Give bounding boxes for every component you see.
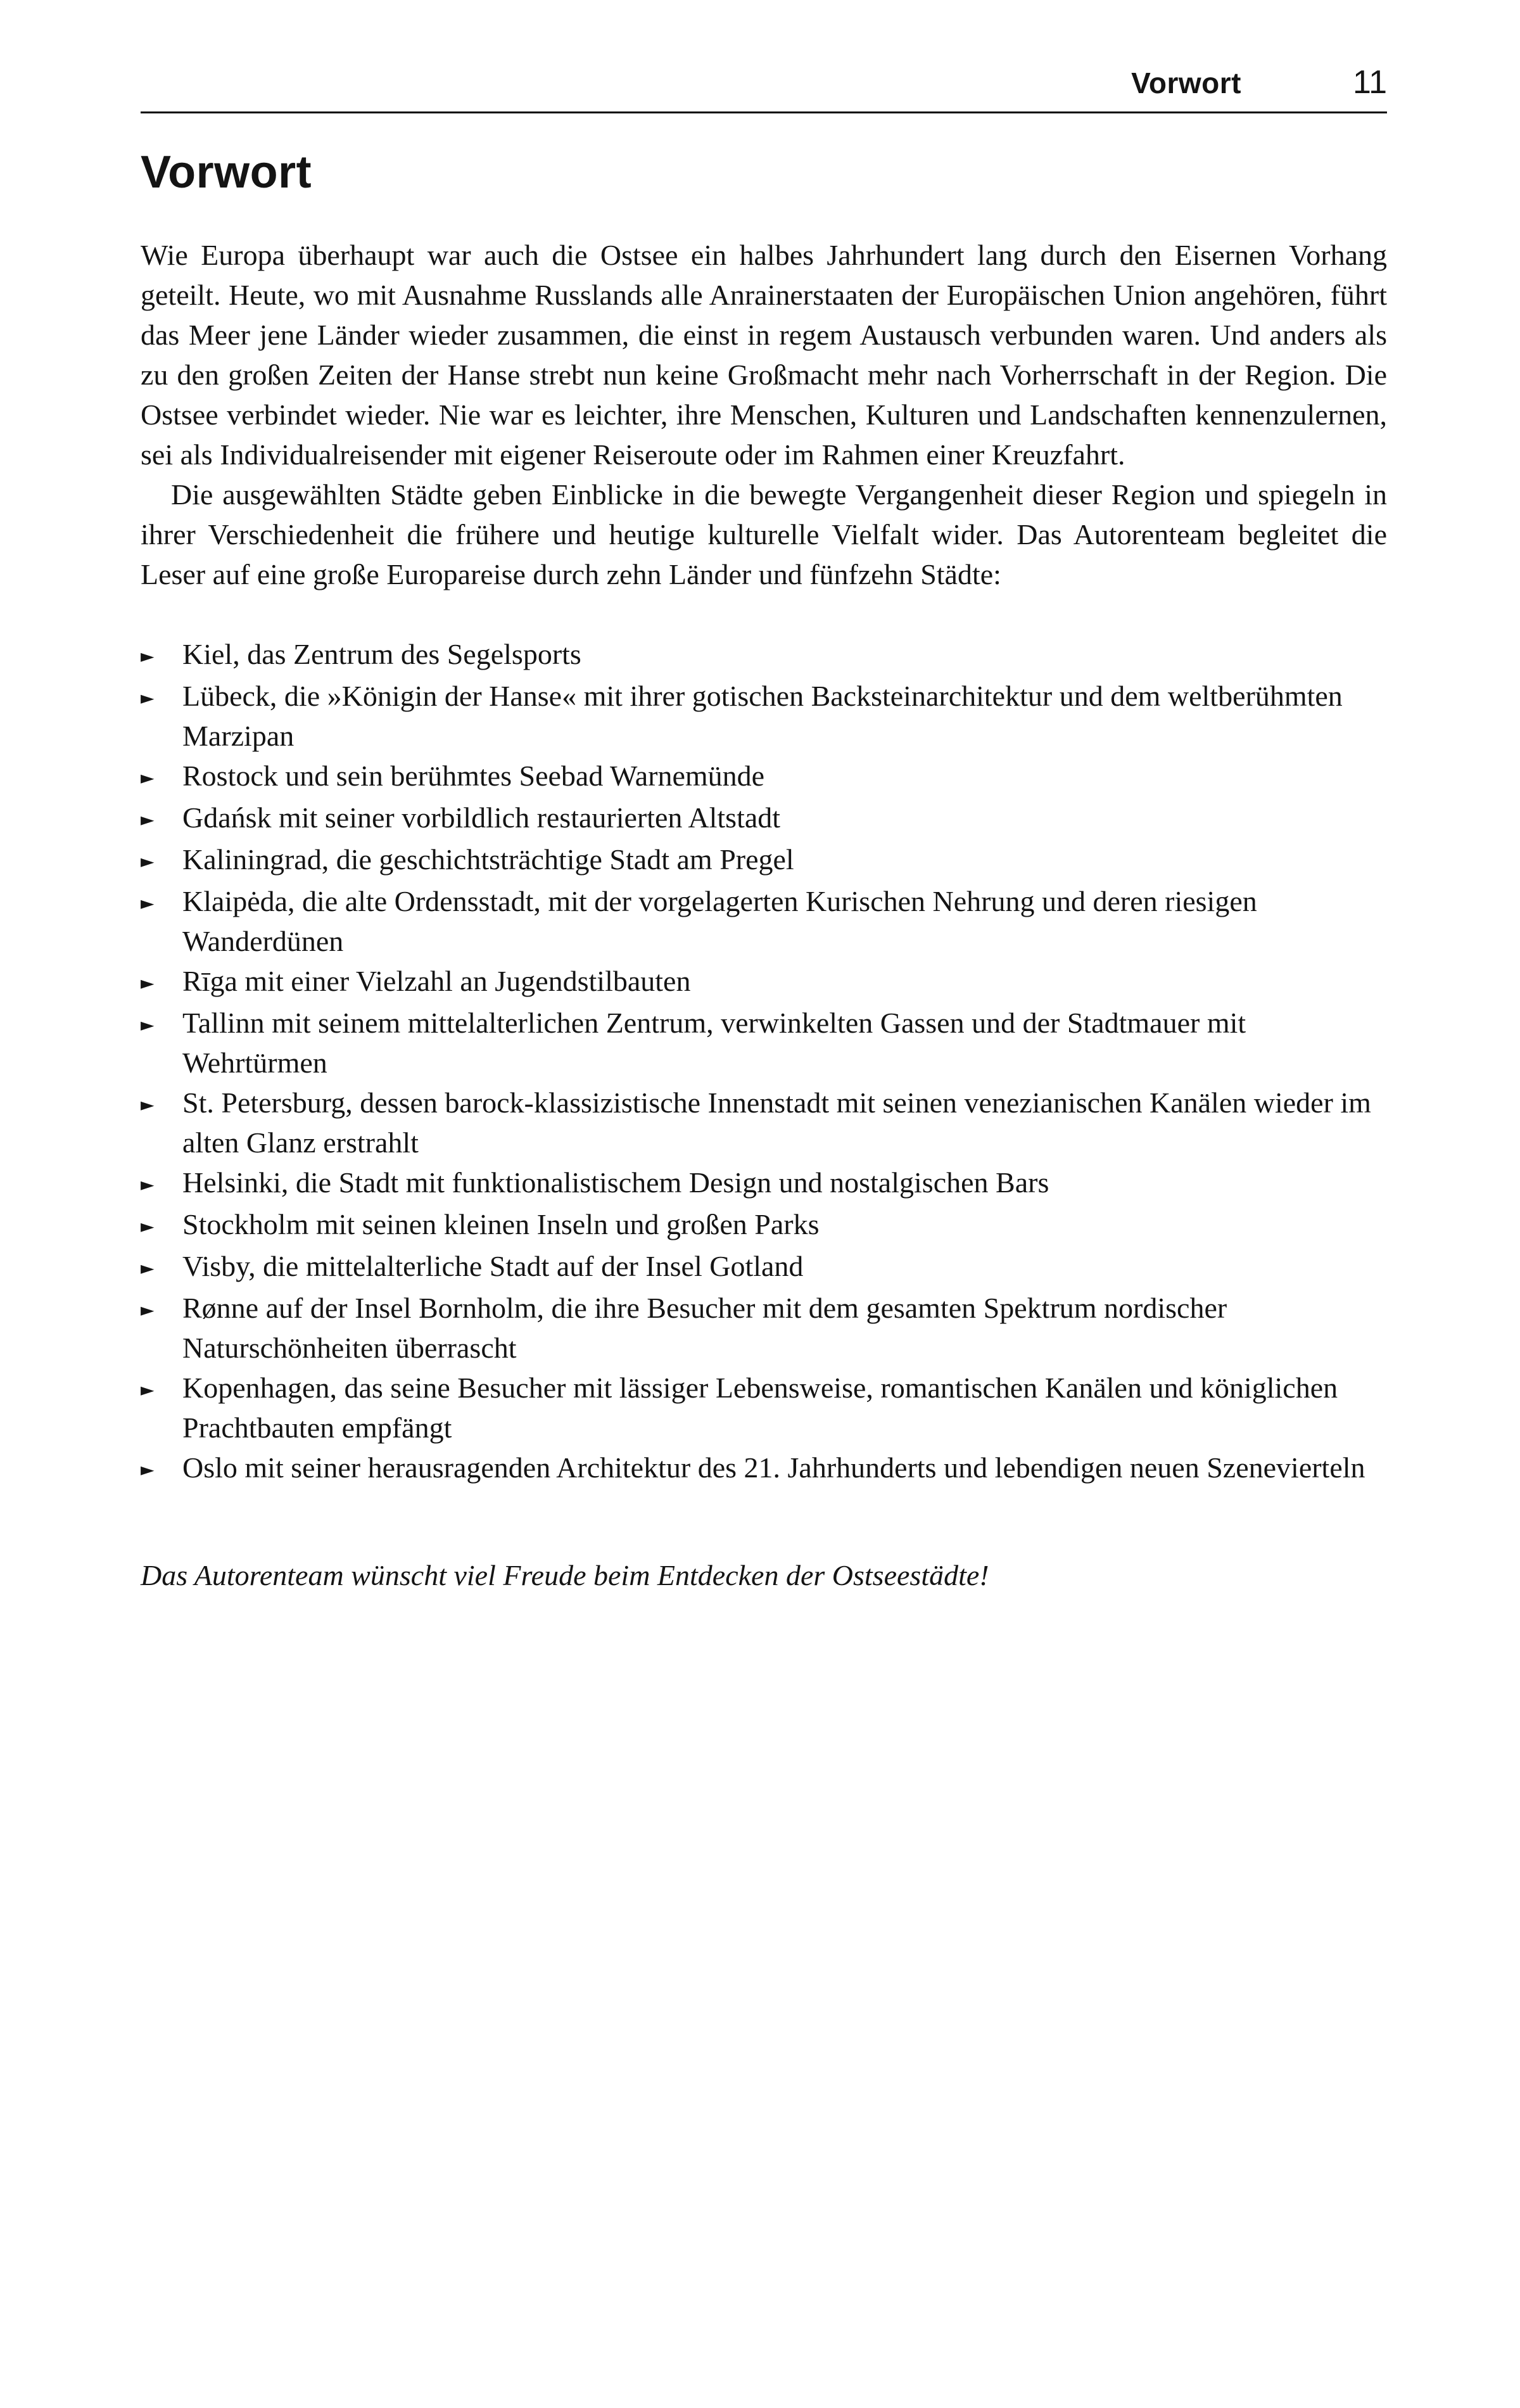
triangle-bullet-icon: ► (141, 851, 155, 872)
list-item (141, 1204, 1387, 1246)
triangle-bullet-icon: ► (141, 893, 155, 914)
header-rule (141, 111, 1387, 113)
list-item-text: Kopenhagen, das seine Besucher mit lässiger Lebensweise, romantischen Kanälen und königlichen Prachtbauten empfängt (182, 1372, 1338, 1444)
triangle-bullet-icon: ► (141, 1014, 155, 1035)
triangle-bullet-icon: ► (141, 1258, 155, 1278)
list-item-text: Klaipėda, die alte Ordensstadt, mit der vorgelagerten Kurischen Nehrung und deren riesigen Wanderdünen (182, 885, 1257, 957)
list-item-text: Rostock und sein berühmtes Seebad Warnemünde (182, 760, 765, 792)
triangle-bullet-icon: ► (141, 972, 155, 993)
list-item-text: Kiel, das Zentrum des Segelsports (182, 638, 581, 670)
list-item-text: Stockholm mit seinen kleinen Inseln und großen Parks (182, 1208, 820, 1240)
list-item (141, 634, 1387, 676)
triangle-bullet-icon: ► (141, 767, 155, 788)
paragraph-1: Wie Europa überhaupt war auch die Ostsee ein halbes Jahrhundert lang durch den Eisernen Vorhang geteilt. Heute, wo mit Ausnahme Russlands alle Anrainerstaaten der Europäischen Union angehören, führt das Meer jene Länder wieder zusammen, die einst in regem Austausch verbunden waren. Und anders als zu den großen Zeiten der Hanse strebt nun keine Großmacht mehr nach Vorherrschaft in der Region. Die Ostsee verbindet wieder. Nie war es leichter, ihre Menschen, Kulturen und Landschaften kennenzulernen, sei als Individualreisender mit eigener Reiseroute oder im Rahmen einer Kreuzfahrt. (141, 239, 1387, 471)
list-item-text: Gdańsk mit seiner vorbildlich restaurierten Altstadt (182, 801, 781, 834)
list-item-text: Lübeck, die »Königin der Hanse« mit ihrer gotischen Backsteinarchitektur und dem weltberühmten Marzipan (182, 680, 1343, 752)
triangle-bullet-icon: ► (141, 1216, 155, 1237)
list-item (141, 1288, 1387, 1368)
triangle-bullet-icon: ► (141, 1379, 155, 1400)
list-item (141, 1003, 1387, 1083)
list-item-text: Rønne auf der Insel Bornholm, die ihre Besucher mit dem gesamten Spektrum nordischer Naturschönheiten überrascht (182, 1292, 1227, 1364)
list-item (141, 798, 1387, 839)
triangle-bullet-icon: ► (141, 1174, 155, 1195)
triangle-bullet-icon: ► (141, 1299, 155, 1320)
list-item (141, 1448, 1387, 1489)
triangle-bullet-icon: ► (141, 1459, 155, 1480)
page-title: Vorwort (141, 147, 312, 198)
list-item (141, 676, 1387, 756)
list-item (141, 1083, 1387, 1163)
list-item-text: Kaliningrad, die geschichtsträchtige Stadt am Pregel (182, 843, 794, 876)
list-item (141, 1163, 1387, 1204)
list-item-text: Helsinki, die Stadt mit funktionalistischem Design und nostalgischen Bars (182, 1166, 1049, 1199)
list-item (141, 1368, 1387, 1448)
list-item (141, 881, 1387, 961)
page-header (141, 63, 1387, 113)
list-item-text: Visby, die mittelalterliche Stadt auf der Insel Gotland (182, 1250, 804, 1282)
closing-line: Das Autorenteam wünscht viel Freude beim Entdecken der Ostseestädte! (141, 1559, 989, 1591)
list-item-text: Oslo mit seiner herausragenden Architektur des 21. Jahrhunderts und lebendigen neuen Szenevierteln (182, 1451, 1365, 1484)
paragraph-2: Die ausgewählten Städte geben Einblicke in die bewegte Vergangenheit dieser Region und spiegeln in ihrer Verschiedenheit die frühere und heutige kulturelle Vielfalt wider. Das Autorenteam begleitet die Leser auf eine große Europareise durch zehn Länder und fünfzehn Städte: (141, 478, 1387, 590)
triangle-bullet-icon: ► (141, 809, 155, 830)
list-item-text: Rīga mit einer Vielzahl an Jugendstilbauten (182, 965, 691, 997)
page-number: 11 (1353, 64, 1387, 101)
triangle-bullet-icon: ► (141, 1094, 155, 1115)
list-item-text: St. Petersburg, dessen barock-klassizistische Innenstadt mit seinen venezianischen Kanälen wieder im alten Glanz erstrahlt (182, 1086, 1371, 1159)
list-item (141, 839, 1387, 881)
triangle-bullet-icon: ► (141, 646, 155, 666)
list-item (141, 1246, 1387, 1288)
list-item-text: Tallinn mit seinem mittelalterlichen Zentrum, verwinkelten Gassen und der Stadtmauer mit Wehrtürmen (182, 1007, 1246, 1079)
running-title: Vorwort (1131, 67, 1241, 99)
city-list (141, 634, 1387, 1489)
triangle-bullet-icon: ► (141, 687, 155, 708)
header-row (141, 63, 1387, 101)
list-item (141, 756, 1387, 798)
list-item (141, 961, 1387, 1003)
